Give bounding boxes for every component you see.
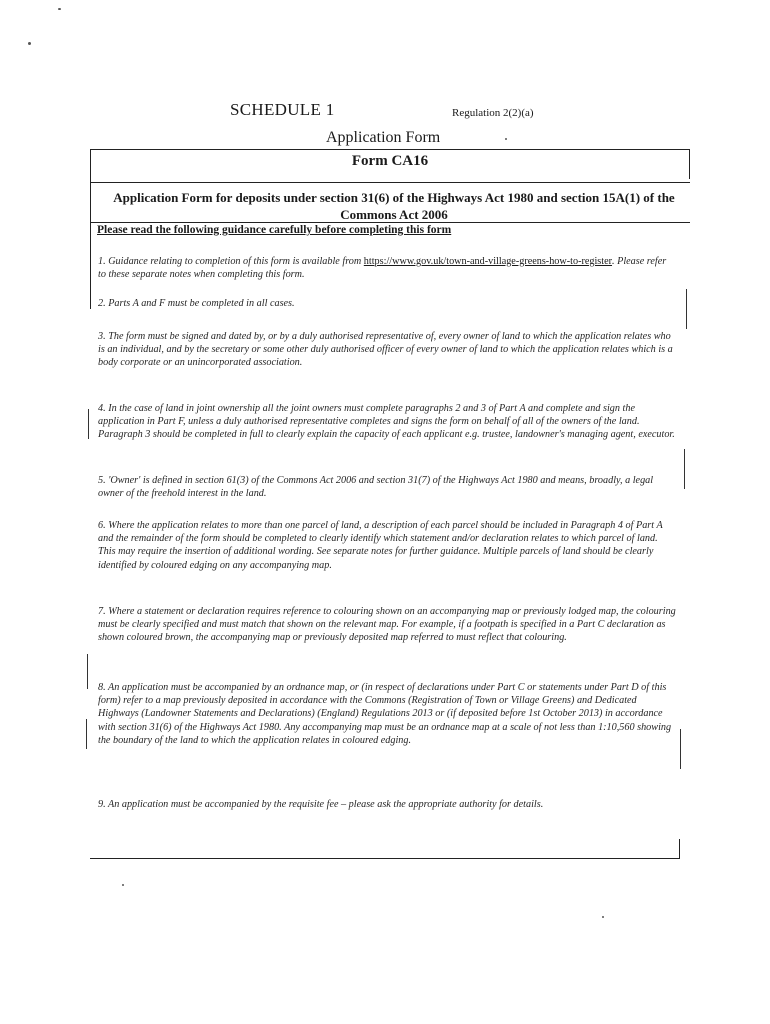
guidance-paragraph-7: 7. Where a statement or declaration requires reference to colouring shown on an accompanying map or previously lodged map, the colouring must be clearly specified and must match that shown on the relevant map. For example, if a footpath is specified in a Part C declaration as shown coloured brown, the accompanying map or previously deposited map referred to must reflect that colouring.: [98, 606, 676, 644]
guidance-paragraph-4: 4. In the case of land in joint ownership all the joint owners must complete paragraphs 2 and 3 of Part A and complete and sign the application in Part F, unless a duly authorised representative completes and signs the form on behalf of all of the owners of the land. Paragraph 3 should be completed in full to clearly explain the capacity of each applicant e.g. trustee, landowner's managing agent, executor.: [98, 403, 675, 441]
margin-mark: [86, 719, 87, 749]
scan-speck: [122, 884, 124, 886]
guidance-link[interactable]: https://www.gov.uk/town-and-village-greens-how-to-register: [363, 256, 613, 267]
margin-mark: [686, 289, 687, 329]
schedule-title: SCHEDULE 1: [230, 100, 335, 119]
guidance-instruction: Please read the following guidance carefully before completing this form: [97, 224, 452, 236]
code-divider: [90, 182, 690, 183]
box-top-border: [90, 149, 690, 150]
regulation-reference: Regulation 2(2)(a): [452, 107, 534, 119]
scan-speck: [58, 8, 61, 10]
form-code: Form CA16: [351, 153, 429, 169]
form-box: [90, 149, 690, 859]
application-form-title: Application Form: [326, 129, 441, 146]
margin-mark: [684, 449, 685, 489]
guidance-1-text-end: . Please refer to these separate notes when completing this form.: [98, 256, 667, 281]
guidance-paragraph-6: 6. Where the application relates to more than one parcel of land, a description of each parcel should be included in Paragraph 4 of Part A and the remainder of the form should be completed to clearly identify which statement and/or declaration relates to which parcel of land. This may require the insertion of additional wording. See separate notes for further guidance. Multiple parcels of land should be clearly identified by coloured edging on any accompanying map.: [98, 520, 663, 571]
guidance-1-text-start: 1. Guidance relating to completion of this form is available from: [98, 256, 364, 267]
scan-speck: [602, 916, 604, 918]
box-bottom-border: [90, 858, 680, 859]
guidance-paragraph-2: 2. Parts A and F must be completed in all cases.: [98, 298, 295, 309]
box-left-border: [90, 149, 91, 309]
form-heading: Application Form for deposits under section 31(6) of the Highways Act 1980 and section 15A(1) of the Commons Act 2006: [113, 190, 675, 222]
guidance-paragraph-1: [98, 255, 676, 281]
margin-mark: [88, 409, 89, 439]
guidance-paragraph-9: 9. An application must be accompanied by the requisite fee – please ask the appropriate authority for details.: [98, 799, 544, 810]
guidance-paragraph-3: 3. The form must be signed and dated by, or by a duly authorised representative of, every owner of land to which the application relates who is an individual, and by the secretary or some other duly authorised officer of every owner of land to which the application relates which is a body corporate or an unincorporated association.: [98, 331, 673, 369]
guidance-paragraph-5: 5. 'Owner' is defined in section 61(3) of the Commons Act 2006 and section 31(7) of the Highways Act 1980 and means, broadly, a legal owner of the freehold interest in the land.: [98, 475, 654, 500]
scan-speck: [28, 42, 31, 45]
margin-mark: [87, 654, 88, 689]
box-right-border-lower: [679, 839, 680, 859]
margin-mark: [680, 729, 681, 769]
scan-speck: [505, 138, 507, 140]
guidance-paragraph-8: 8. An application must be accompanied by an ordnance map, or (in respect of declarations under Part C or statements under Part D of this form) refer to a map previously deposited in accordance with the Commons (Registration of Town or Village Greens) and Dedicated Highways (Landowner Statements and Declarations) (England) Regulations 2013 or (if deposited before 1st October 2013) in accordance with section 31(6) of the Highways Act 1980. Any accompanying map must be an ordnance map at a scale of not less than 1:10,560 showing the boundary of the land to which the application relates in coloured edging.: [98, 682, 672, 746]
